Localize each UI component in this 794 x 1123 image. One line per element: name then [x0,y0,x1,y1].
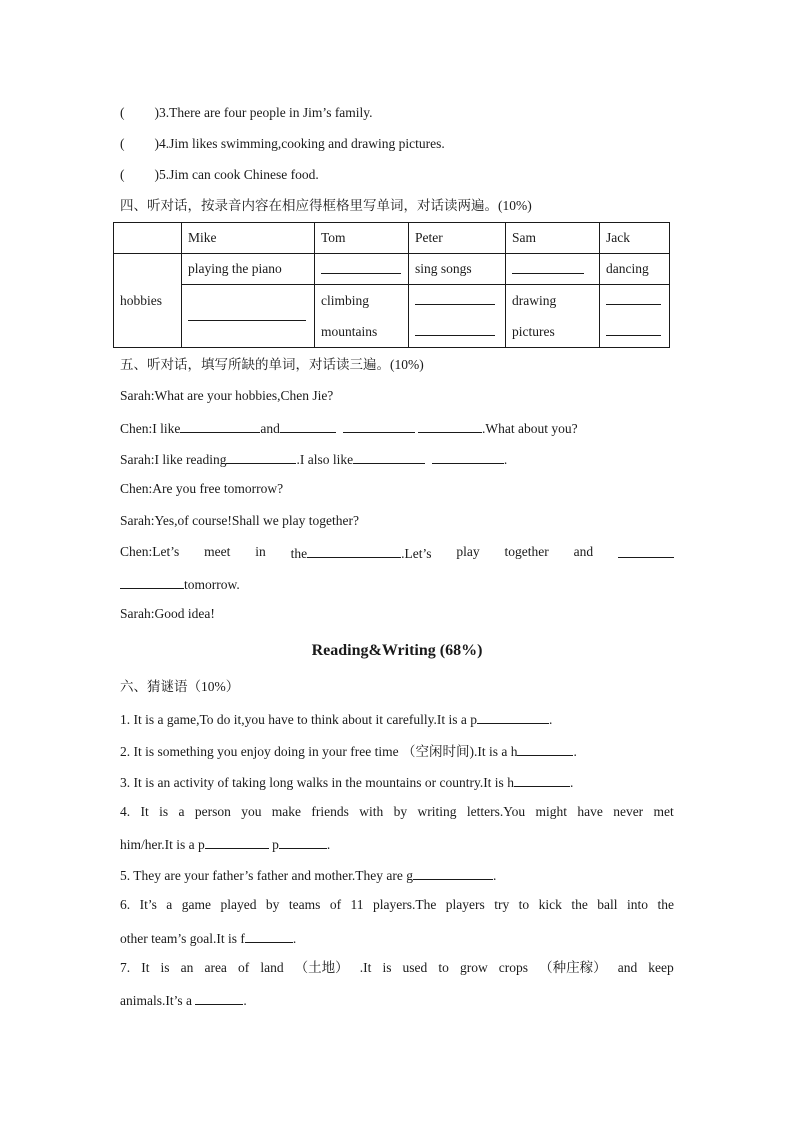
hobbies-table [113,222,670,348]
table-header-empty [114,223,182,254]
riddle-6-line-2: other team’s goal.It is f . [120,928,296,948]
cell-peter-2[interactable] [409,285,506,348]
tf-item-5: ( )5.Jim can cook Chinese food. [120,167,319,182]
answer-blank[interactable] [413,865,493,880]
answer-blank[interactable] [245,928,293,943]
dialogue-line: Chen:I like and .What about you? [120,418,578,438]
cell-mike-2[interactable] [182,285,315,348]
table-header-sam: Sam [506,223,600,254]
tf-text: 4.Jim likes swimming,cooking and drawing pictures. [159,136,445,151]
table-header-row [114,223,670,254]
answer-blank[interactable] [279,834,327,849]
table-row [114,285,670,348]
paren-open: ( [120,136,125,151]
dialogue-line: Sarah:Yes,of course!Shall we play together? [120,513,359,528]
dialogue-line: tomorrow. [120,574,240,594]
riddle-6-line-1: 6. It’s a game played by teams of 11 players.The players try to kick the ball into the [120,897,674,912]
cell-sam-2: drawing pictures [506,285,600,348]
riddle-3: 3. It is an activity of taking long walks in the mountains or country.It is h . [120,772,573,792]
answer-blank[interactable] [415,290,495,305]
riddle-1: 1. It is a game,To do it,you have to think about it carefully.It is a p . [120,709,552,729]
answer-blank[interactable] [618,543,674,558]
answer-blank[interactable] [514,772,570,787]
riddle-4-line-2: him/her.It is a p p . [120,834,330,854]
answer-blank[interactable] [180,418,260,433]
table-header-tom: Tom [315,223,409,254]
cell-sam-1[interactable] [506,254,600,285]
answer-blank[interactable] [343,418,415,433]
section-4-title: 四、听对话，按录音内容在相应得框格里写单词，对话读两遍。(10%) [120,198,532,213]
tf-item-3: ( )3.There are four people in Jim’s family. [120,105,373,120]
answer-blank[interactable] [205,834,269,849]
riddle-7-line-1: 7. It is an area of land （土地） .It is used to grow crops （种庄稼） and keep [120,960,674,975]
row-label-hobbies: hobbies [114,254,182,348]
table-header-peter: Peter [409,223,506,254]
dialogue-line: Sarah:I like reading .I also like . [120,449,507,469]
table-row [114,254,670,285]
answer-blank[interactable] [120,574,184,589]
table-header-jack: Jack [600,223,670,254]
answer-blank[interactable] [280,418,336,433]
paren-open: ( [120,167,125,182]
cell-jack-2[interactable] [600,285,670,348]
answer-blank[interactable] [307,543,401,558]
riddle-7-line-2: animals.It’s a . [120,990,247,1010]
dialogue-line: Sarah:Good idea! [120,606,215,621]
cell-tom-2: climbing mountains [315,285,409,348]
answer-blank[interactable] [517,741,573,756]
cell-tom-1[interactable] [315,254,409,285]
tf-item-4: ( )4.Jim likes swimming,cooking and drawing pictures. [120,136,445,151]
answer-blank[interactable] [606,290,661,305]
paren-open: ( [120,105,125,120]
dialogue-line: Chen:Are you free tomorrow? [120,481,284,496]
dialogue-line: Chen:Let’s meet in the .Let’s play together and [120,543,674,563]
riddle-5: 5. They are your father’s father and mother.They are g . [120,865,496,885]
tf-text: 3.There are four people in Jim’s family. [159,105,373,120]
reading-writing-heading: Reading&Writing (68%) [311,642,483,659]
answer-blank[interactable] [321,259,401,274]
riddle-2: 2. It is something you enjoy doing in your free time （空闲时间).It is a h . [120,741,577,761]
cell-jack-1: dancing [600,254,670,285]
tf-text: 5.Jim can cook Chinese food. [159,167,319,182]
answer-blank[interactable] [226,449,296,464]
cell-mike-1: playing the piano [182,254,315,285]
answer-blank[interactable] [415,321,495,336]
table-header-mike: Mike [182,223,315,254]
riddle-4-line-1: 4. It is a person you make friends with by writing letters.You might have never met [120,804,674,819]
dialogue-line: Sarah:What are your hobbies,Chen Jie? [120,388,334,403]
answer-blank[interactable] [188,306,306,321]
answer-blank[interactable] [353,449,425,464]
answer-blank[interactable] [195,990,243,1005]
answer-blank[interactable] [606,321,661,336]
section-5-title: 五、听对话，填写所缺的单词，对话读三遍。(10%) [120,357,424,372]
answer-blank[interactable] [512,259,584,274]
answer-blank[interactable] [432,449,504,464]
answer-blank[interactable] [477,709,549,724]
section-6-title: 六、猜谜语（10%） [120,679,240,694]
cell-peter-1: sing songs [409,254,506,285]
answer-blank[interactable] [418,418,482,433]
